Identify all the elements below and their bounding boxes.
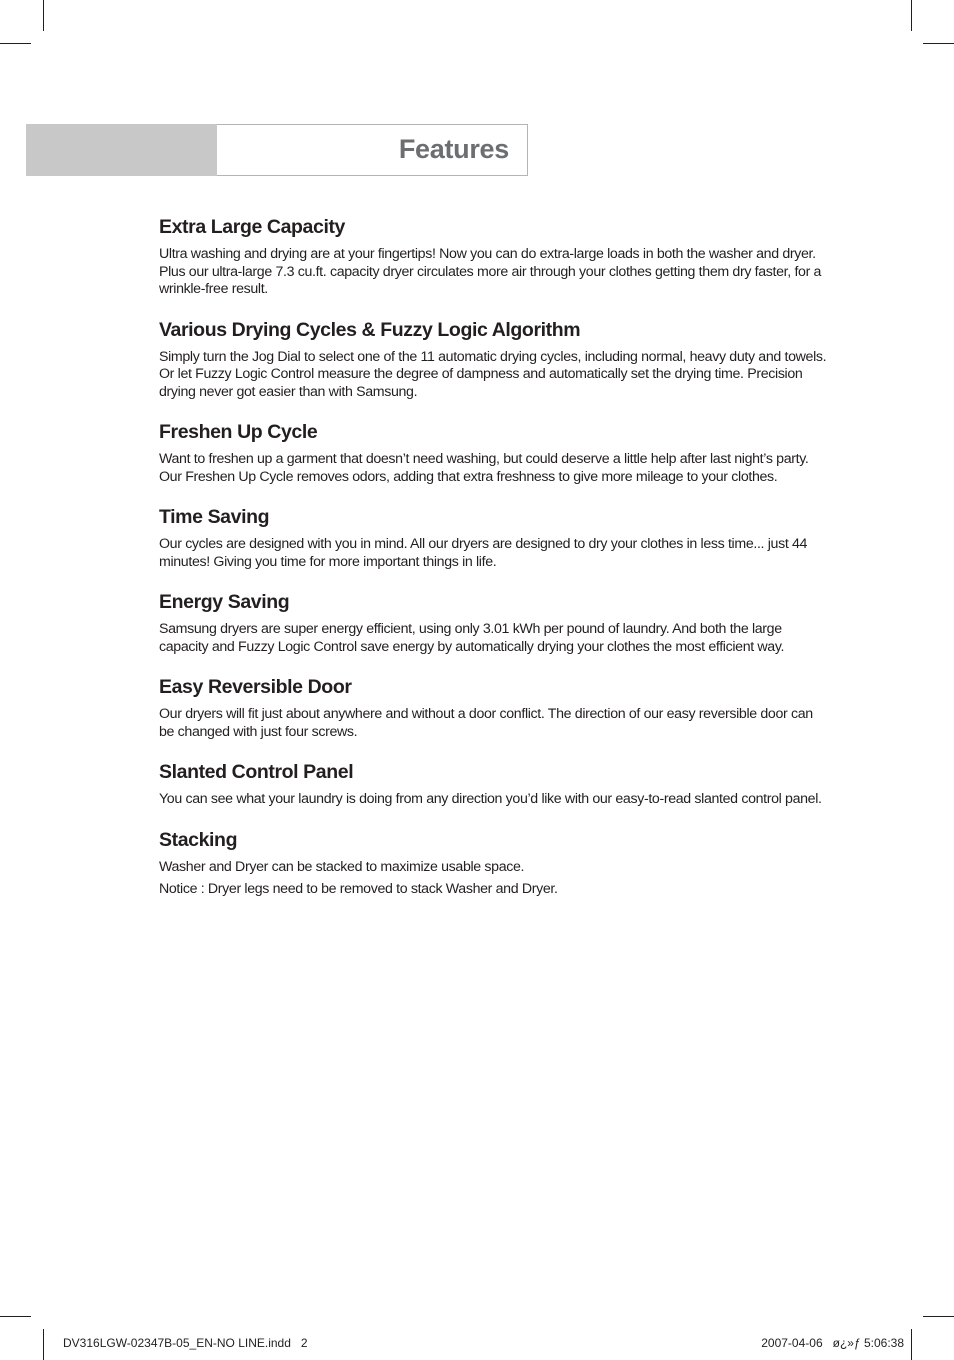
section-heading: Various Drying Cycles & Fuzzy Logic Algorithm	[159, 318, 581, 341]
section-body: Washer and Dryer can be stacked to maximize usable space.	[159, 858, 525, 875]
section-body: Simply turn the Jog Dial to select one of the 11 automatic drying cycles, including normal, heavy duty and towels. Or let Fuzzy Logic Control measure the degree of dampness and automatically set the drying time. Precision drying never got easier than with Samsung.	[159, 348, 827, 400]
section-stacking	[159, 827, 831, 899]
section-notice: Notice : Dryer legs need to be removed to stack Washer and Dryer.	[159, 881, 558, 897]
section-slanted-control-panel	[159, 759, 831, 809]
crop-mark	[911, 1329, 912, 1360]
section-body: Our cycles are designed with you in mind. All our dryers are designed to dry your clothes in less time... just 44 minutes! Giving you time for more important things in life.	[159, 536, 808, 570]
section-extra-large-capacity	[159, 214, 831, 299]
section-body: Samsung dryers are super energy efficient, using only 3.01 kWh per pound of laundry. And both the large capacity and Fuzzy Logic Control save energy by automatically drying your clothes the most efficient way.	[159, 621, 785, 655]
section-body: Ultra washing and drying are at your fingertips! Now you can do extra-large loads in both the washer and dryer. Plus our ultra-large 7.3 cu.ft. capacity dryer circulates more air through your clothes getting them dry faster, for a wrinkle-free result.	[159, 246, 822, 297]
section-heading: Freshen Up Cycle	[159, 421, 318, 443]
section-heading: Easy Reversible Door	[159, 676, 352, 698]
crop-mark	[43, 0, 44, 31]
crop-mark	[0, 1316, 31, 1317]
section-body: You can see what your laundry is doing from any direction you’d like with our easy-to-read slanted control panel.	[159, 791, 822, 807]
section-time-saving	[159, 504, 831, 571]
header-banner-gray-block	[26, 124, 217, 176]
header-banner	[217, 124, 528, 176]
crop-mark	[911, 0, 912, 31]
crop-mark	[43, 1329, 44, 1360]
section-freshen-up-cycle	[159, 419, 831, 486]
section-heading: Energy Saving	[159, 591, 290, 613]
section-energy-saving	[159, 589, 831, 656]
crop-mark	[0, 43, 31, 44]
section-body: Want to freshen up a garment that doesn’t need washing, but could deserve a little help after last night’s party. Our Freshen Up Cycle removes odors, adding that extra freshness to give more mileage to your clothes.	[159, 451, 809, 485]
features-content	[159, 214, 831, 917]
crop-mark	[923, 1316, 954, 1317]
slug-timestamp: 2007-04-06 ø¿»ƒ 5:06:38	[761, 1336, 904, 1350]
section-drying-cycles	[159, 317, 831, 402]
section-heading: Extra Large Capacity	[159, 216, 346, 238]
section-heading: Slanted Control Panel	[159, 761, 354, 783]
page-title: Features	[398, 134, 509, 164]
section-body: Our dryers will fit just about anywhere and without a door conflict. The direction of our easy reversible door can be changed with just four screws.	[159, 706, 813, 740]
section-heading: Time Saving	[159, 506, 270, 528]
section-easy-reversible-door	[159, 674, 831, 741]
crop-mark	[923, 43, 954, 44]
slug-file-info: DV316LGW-02347B-05_EN-NO LINE.indd 2	[63, 1336, 308, 1350]
section-heading: Stacking	[159, 828, 238, 851]
